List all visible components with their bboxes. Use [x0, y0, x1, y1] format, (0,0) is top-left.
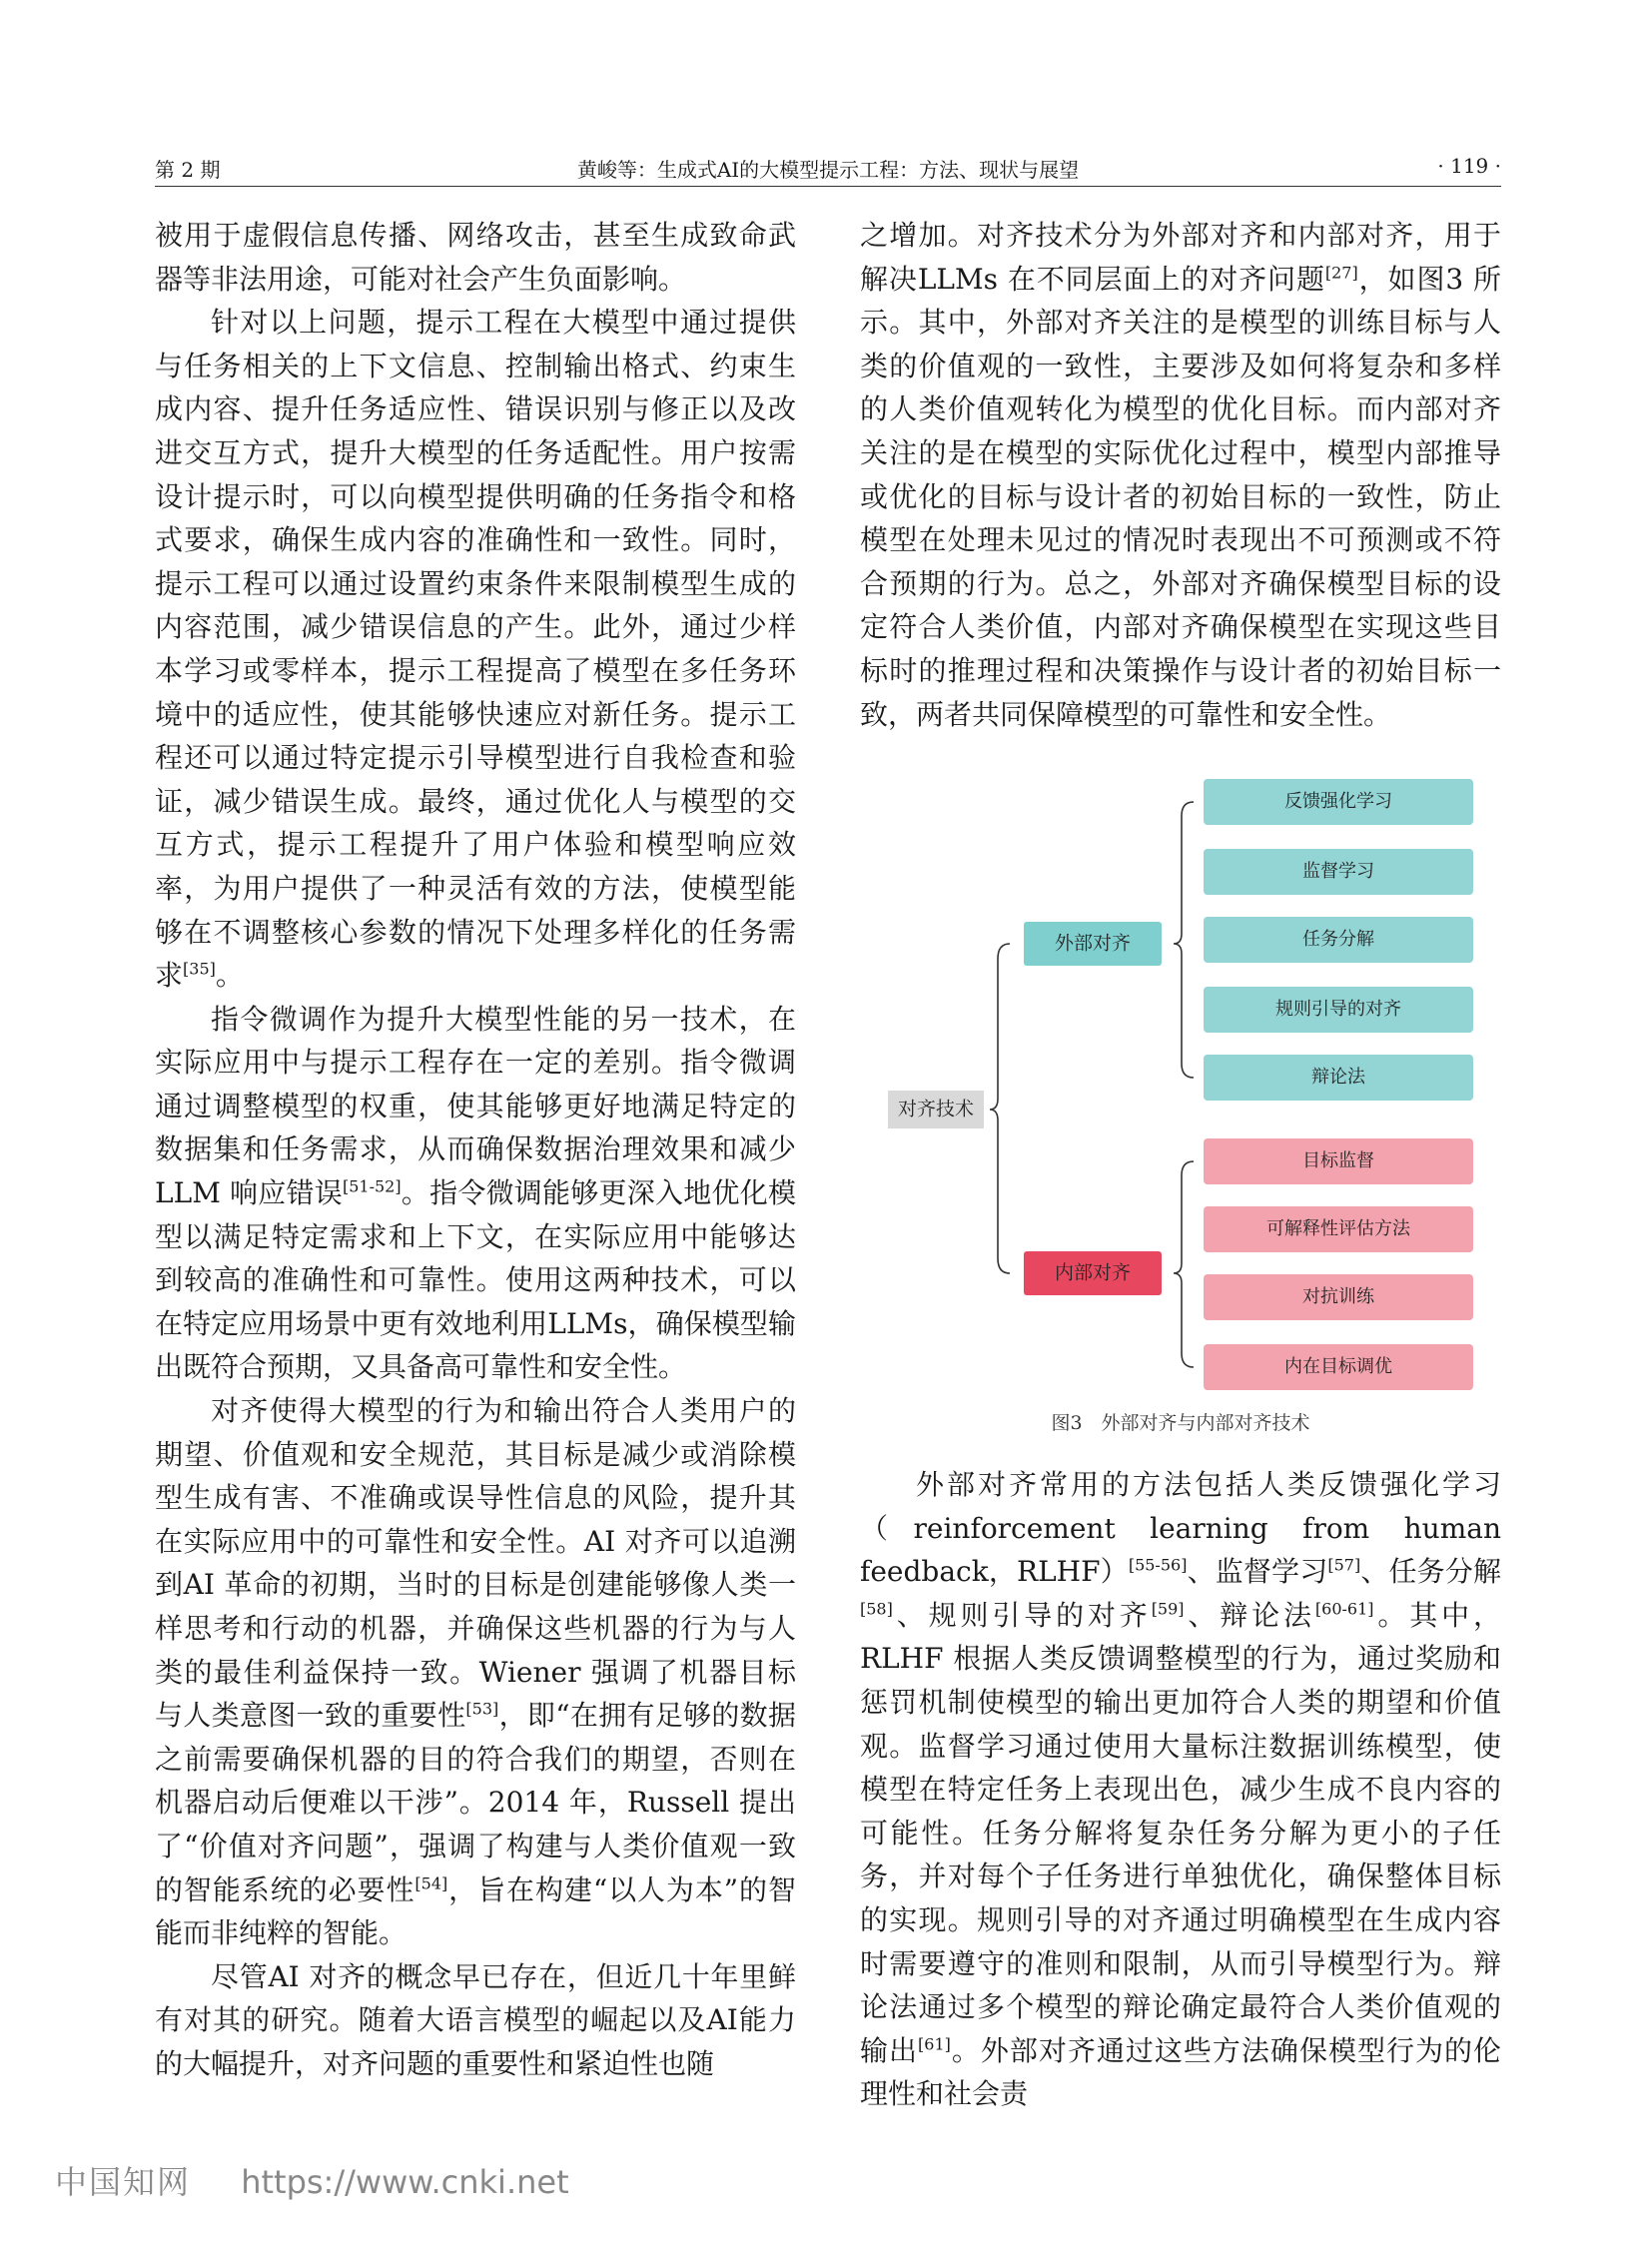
citation: [54] — [414, 1873, 448, 1893]
citation: [60-61] — [1314, 1599, 1374, 1619]
text-run: 外部对齐常用的方法包括人类反馈强化学习（reinforcement learning from human feedback，RLHF） — [860, 1468, 1501, 1589]
text-run: 之增加。对齐技术分为外部对齐和内部对齐，用于解决LLMs 在不同层面上的对齐问题 — [860, 219, 1501, 296]
citation: [61] — [918, 2034, 951, 2054]
citation: [58] — [860, 1599, 893, 1619]
root-brace — [990, 944, 1010, 1273]
inner-label: 内部对齐 — [1054, 1261, 1132, 1284]
outer-leaf-label: 辩论法 — [1311, 1067, 1365, 1088]
outer-label: 外部对齐 — [1054, 932, 1132, 955]
text-run: 。指令微调能够更深入地优化模型以满足特定需求和上下文，在实际应用中能够达到较高的准确性和可靠性。使用这两种技术，可以在特定应用场景中更有效地利用LLMs，确保模型输出既符合预期，又具备高可靠性和安全性。 — [155, 1176, 796, 1384]
inner-brace — [1174, 1161, 1194, 1367]
outer-leaf-label: 任务分解 — [1302, 929, 1374, 950]
paragraph — [155, 214, 796, 301]
root-label: 对齐技术 — [897, 1098, 975, 1121]
watermark-name: 中国知网 — [55, 2163, 192, 2201]
text-run: 被用于虚假信息传播、网络攻击，甚至生成致命武器等非法用途，可能对社会产生负面影响。 — [155, 219, 796, 296]
text-run: 。 — [215, 959, 244, 993]
page-number: · 119 · — [1437, 154, 1501, 178]
figure-3 — [860, 769, 1501, 1448]
outer-leaf-label: 监督学习 — [1302, 861, 1374, 882]
text-run: 、任务分解 — [1360, 1555, 1501, 1589]
text-run: ，即“在拥有足够的数据之前需要确保机器的目的符合我们的期望，否则在机器启动后便难以干涉”。2014 年，Russell 提出了“价值对齐问题”，强调了构建与人类价值观一致的智能系统的必要性 — [155, 1699, 796, 1906]
text-run: 。外部对齐通过这些方法确保模型行为的伦理性和社会责 — [860, 2033, 1501, 2111]
figure-caption: 图3 外部对齐与内部对齐技术 — [1051, 1412, 1310, 1434]
citation: [51-52] — [342, 1176, 402, 1196]
inner-leaf-label: 对抗训练 — [1302, 1286, 1374, 1307]
outer-leaf-label: 规则引导的对齐 — [1275, 999, 1401, 1020]
right-column-top — [860, 214, 1501, 736]
outer-brace — [1174, 802, 1194, 1078]
text-run: 、辩论法 — [1184, 1598, 1315, 1632]
running-header — [155, 150, 1501, 187]
text-run: 对齐使得大模型的行为和输出符合人类用户的期望、价值观和安全规范，其目标是减少或消除模型生成有害、不准确或误导性信息的风险，提升其在实际应用中的可靠性和安全性。AI 对齐可以追溯到AI 革命的初期，当时的目标是创建能够像人类一样思考和行动的机器，并确保这些机器的行为与人类的最佳利益保持一致。Wiener 强调了机器目标与人类意图一致的重要性 — [155, 1394, 796, 1733]
citation: [59] — [1151, 1599, 1185, 1619]
citation: [35] — [183, 959, 216, 979]
running-title: 黄峻等：生成式AI的大模型提示工程：方法、现状与展望 — [576, 158, 1080, 182]
paragraph — [155, 998, 796, 1389]
inner-leaf-label: 目标监督 — [1302, 1150, 1374, 1171]
cnki-watermark — [55, 2157, 569, 2203]
citation: [53] — [465, 1699, 499, 1719]
inner-leaf-label: 可解释性评估方法 — [1266, 1218, 1410, 1239]
paragraph — [860, 1463, 1501, 2116]
text-run: 、监督学习 — [1187, 1555, 1328, 1589]
left-column — [155, 214, 796, 2086]
text-run: 针对以上问题，提示工程在大模型中通过提供与任务相关的上下文信息、控制输出格式、约束生成内容、提升任务适应性、错误识别与修正以及改进交互方式，提升大模型的任务适配性。用户按需设计提示时，可以向模型提供明确的任务指令和格式要求，确保生成内容的准确性和一致性。同时，提示工程可以通过设置约束条件来限制模型生成的内容范围，减少错误信息的产生。此外，通过少样本学习或零样本，提示工程提高了模型在多任务环境中的适应性，使其能够快速应对新任务。提示工程还可以通过特定提示引导模型进行自我检查和验证，减少错误生成。最终，通过优化人与模型的交互方式，提示工程提升了用户体验和模型响应效率，为用户提供了一种灵活有效的方法，使模型能够在不调整核心参数的情况下处理多样化的任务需求 — [155, 306, 796, 993]
alignment-tree-diagram — [860, 769, 1501, 1398]
paragraph — [155, 1389, 796, 1955]
right-column-bottom — [860, 1463, 1501, 2116]
text-run: ，旨在构建“以人为本”的智能而非纯粹的智能。 — [155, 1872, 796, 1950]
text-run: ，如图3 所示。其中，外部对齐关注的是模型的训练目标与人类的价值观的一致性，主要涉及如何将复杂和多样的人类价值观转化为模型的优化目标。而内部对齐关注的是在模型的实际优化过程中，模型内部推导或优化的目标与设计者的初始目标的一致性，防止模型在处理未见过的情况时表现出不可预测或不符合预期的行为。总之，外部对齐确保模型目标的设定符合人类价值，内部对齐确保模型在实现这些目标时的推理过程和决策操作与设计者的初始目标一致，两者共同保障模型的可靠性和安全性。 — [860, 262, 1501, 731]
paragraph — [155, 301, 796, 998]
issue-number: 第 2 期 — [155, 158, 221, 182]
citation: [57] — [1327, 1555, 1361, 1575]
text-run: 指令微调作为提升大模型性能的另一技术，在实际应用中与提示工程存在一定的差别。指令微调通过调整模型的权重，使其能够更好地满足特定的数据集和任务需求，从而确保数据治理效果和减少LLM 响应错误 — [155, 1002, 796, 1210]
inner-leaf-label: 内在目标调优 — [1284, 1356, 1392, 1377]
text-run: 。其中，RLHF 根据人类反馈调整模型的行为，通过奖励和惩罚机制使模型的输出更加符合人类的期望和价值观。监督学习通过使用大量标注数据训练模型，使模型在特定任务上表现出色，减少生成不良内容的可能性。任务分解将复杂任务分解为更小的子任务，并对每个子任务进行单独优化，确保整体目标的实现。规则引导的对齐通过明确模型在生成内容时需要遵守的准则和限制，从而引导模型行为。辩论法通过多个模型的辩论确定最符合人类价值观的输出 — [860, 1598, 1501, 2067]
text-run: 尽管AI 对齐的概念早已存在，但近几十年里鲜有对其的研究。随着大语言模型的崛起以及AI能力的大幅提升，对齐问题的重要性和紧迫性也随 — [155, 1959, 796, 2080]
citation: [27] — [1324, 263, 1358, 283]
watermark-url: https://www.cnki.net — [241, 2163, 569, 2201]
outer-leaf-label: 反馈强化学习 — [1284, 791, 1392, 812]
paragraph — [860, 214, 1501, 736]
paragraph — [155, 1955, 796, 2086]
text-run: 、规则引导的对齐 — [892, 1598, 1152, 1632]
citation: [55-56] — [1128, 1555, 1188, 1575]
